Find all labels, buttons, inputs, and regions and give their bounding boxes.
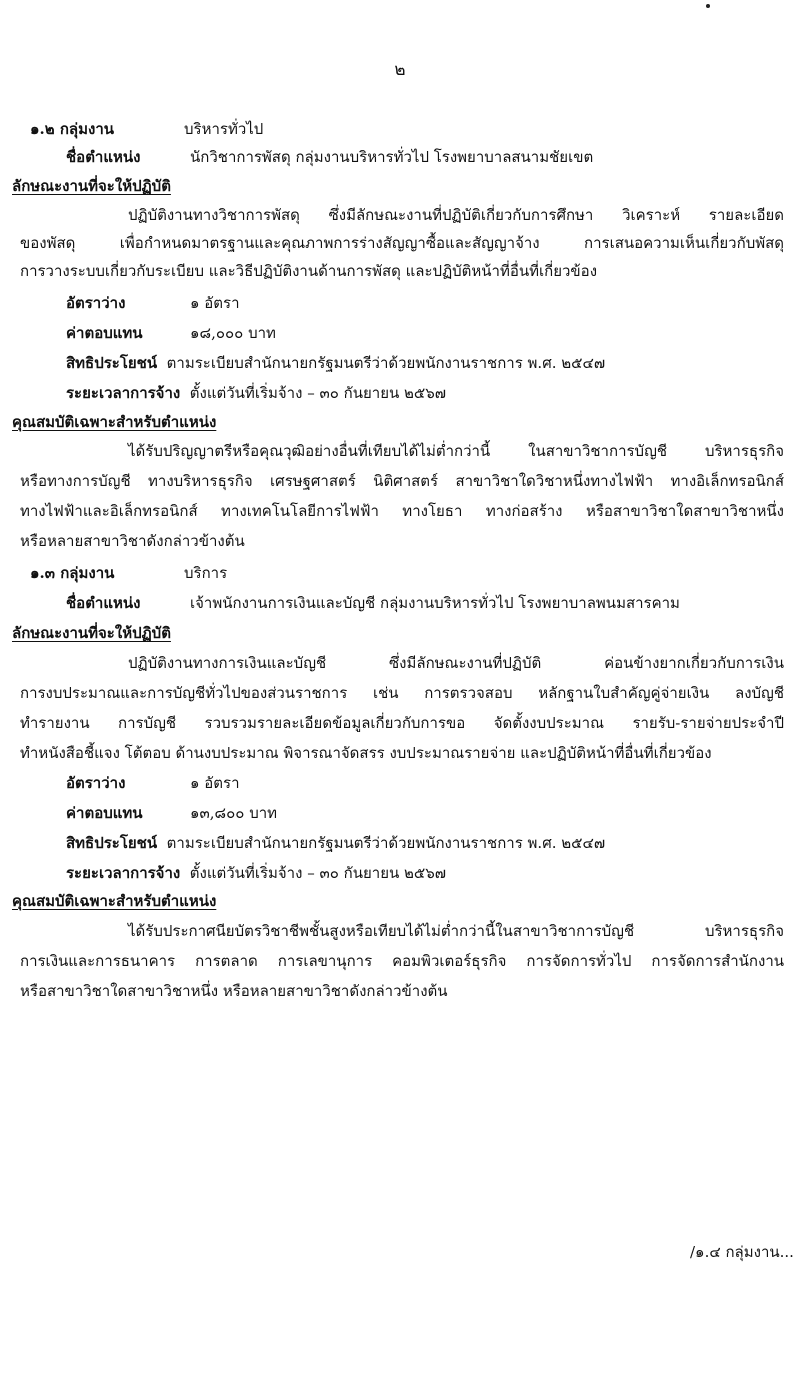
sec12-period-row: [66, 382, 446, 404]
sec13-vacancy-row: [66, 772, 240, 794]
sec13-period-value: ตั้งแต่วันที่เริ่มจ้าง – ๓๐ กันยายน ๒๕๖๗: [189, 864, 447, 882]
sec12-qual-heading: คุณสมบัติเฉพาะสำหรับตำแหน่ง: [12, 413, 217, 431]
sec13-benefit-value: ตามระเบียบสำนักนายกรัฐมนตรีว่าด้วยพนักงานราชการ พ.ศ. ๒๕๔๗: [166, 834, 606, 852]
sec13-group-value: บริการ: [184, 564, 228, 582]
sec12-duty-line: ปฏิบัติงานทางวิชาการพัสดุ ซึ่งมีลักษณะงานที่ปฏิบัติเกี่ยวกับการศึกษา วิเคราะห์ รายละเอียด: [128, 206, 784, 224]
sec13-duty-line: การงบประมาณและการบัญชีทั่วไปของส่วนราชการ เช่น การตรวจสอบ หลักฐานใบสำคัญคู่จ่ายเงิน ลงบัญชี: [20, 684, 784, 702]
sec12-qual-line: ทางไฟฟ้าและอิเล็กทรอนิกส์ ทางเทคโนโลยีการไฟฟ้า ทางโยธา ทางก่อสร้าง หรือสาขาวิชาใดสาขาวิชาหนึ่ง: [20, 502, 784, 520]
sec12-period-value: ตั้งแต่วันที่เริ่มจ้าง – ๓๐ กันยายน ๒๕๖๗: [189, 384, 447, 402]
sec13-group-label: ๑.๓ กลุ่มงาน: [30, 564, 115, 582]
sec13-qual-line: ได้รับประกาศนียบัตรวิชาชีพชั้นสูงหรือเทียบได้ไม่ต่ำกว่านี้ในสาขาวิชาการบัญชี บริหารธุรกิจ: [128, 922, 784, 940]
sec13-position-label: ชื่อตำแหน่ง: [66, 594, 141, 612]
sec12-vacancy-row: [66, 292, 240, 314]
sec13-qual-line: หรือสาขาวิชาใดสาขาวิชาหนึ่ง หรือหลายสาขาวิชาดังกล่าวข้างต้น: [20, 982, 448, 1000]
sec13-qual-line: การเงินและการธนาคาร การตลาด การเลขานุการ คอมพิวเตอร์ธุรกิจ การจัดการทั่วไป การจัดการสำนักงาน: [20, 952, 784, 970]
sec13-qual-heading: คุณสมบัติเฉพาะสำหรับตำแหน่ง: [12, 892, 217, 910]
sec13-benefit-label: สิทธิประโยชน์: [66, 834, 158, 852]
page-number: ๒: [394, 60, 406, 80]
sec13-position-value: เจ้าพนักงานการเงินและบัญชี กลุ่มงานบริหารทั่วไป โรงพยาบาลพนมสารคาม: [190, 594, 680, 612]
sec12-group-value: บริหารทั่วไป: [184, 120, 264, 138]
sec13-position-row: [66, 592, 680, 614]
sec12-qual-line: หรือทางการบัญชี ทางบริหารธุรกิจ เศรษฐศาสตร์ นิติศาสตร์ สาขาวิชาใดวิชาหนึ่งทางไฟฟ้า ทางอิเล็กทรอนิกส์: [20, 472, 784, 490]
sec13-duty-line: ปฏิบัติงานทางการเงินและบัญชี ซึ่งมีลักษณะงานที่ปฏิบัติ ค่อนข้างยากเกี่ยวกับการเงิน: [128, 654, 784, 672]
sec13-salary-row: [66, 802, 277, 824]
sec12-benefit-label: สิทธิประโยชน์: [66, 354, 158, 372]
sec12-group-row: [30, 118, 263, 140]
sec13-duty-heading: ลักษณะงานที่จะให้ปฏิบัติ: [12, 624, 171, 642]
sec13-salary-label: ค่าตอบแทน: [66, 804, 143, 822]
sec12-vacancy-value: ๑ อัตรา: [190, 294, 240, 312]
sec13-vacancy-label: อัตราว่าง: [66, 774, 126, 792]
sec13-benefit-row: [66, 832, 605, 854]
sec12-duty-line: การวางระบบเกี่ยวกับระเบียบ และวิธีปฏิบัติงานด้านการพัสดุ และปฏิบัติหน้าที่อื่นที่เกี่ยวข้อง: [20, 262, 598, 280]
sec13-duty-line: ทำหนังสือชี้แจง โต้ตอบ ด้านงบประมาณ พิจารณาจัดสรร งบประมาณรายจ่าย และปฏิบัติหน้าที่อื่นที่เกี่ยวข้อง: [20, 744, 712, 762]
sec12-salary-label: ค่าตอบแทน: [66, 324, 143, 342]
sec12-qual-line: ได้รับปริญญาตรีหรือคุณวุฒิอย่างอื่นที่เทียบได้ไม่ต่ำกว่านี้ ในสาขาวิชาการบัญชี บริหารธุรกิจ: [128, 442, 784, 460]
sec13-vacancy-value: ๑ อัตรา: [190, 774, 240, 792]
sec12-position-row: [66, 146, 593, 168]
sec12-vacancy-label: อัตราว่าง: [66, 294, 126, 312]
sec13-period-row: [66, 862, 446, 884]
sec12-position-label: ชื่อตำแหน่ง: [66, 148, 141, 166]
speck-mark: [706, 4, 710, 8]
sec13-salary-value: ๑๓,๘๐๐ บาท: [190, 804, 278, 822]
sec12-group-label: ๑.๒ กลุ่มงาน: [30, 120, 115, 138]
sec12-period-label: ระยะเวลาการจ้าง: [66, 384, 181, 402]
sec12-qual-line: หรือหลายสาขาวิชาดังกล่าวข้างต้น: [20, 532, 245, 550]
sec12-salary-value: ๑๘,๐๐๐ บาท: [190, 324, 276, 342]
sec13-period-label: ระยะเวลาการจ้าง: [66, 864, 181, 882]
continuation-marker: /๑.๔ กลุ่มงาน...: [690, 1243, 794, 1261]
sec12-benefit-row: [66, 352, 605, 374]
sec12-duty-heading: ลักษณะงานที่จะให้ปฏิบัติ: [12, 177, 171, 195]
sec12-duty-line: ของพัสดุ เพื่อกำหนดมาตรฐานและคุณภาพการร่างสัญญาซื้อและสัญญาจ้าง การเสนอความเห็นเกี่ยวกับพัสดุ: [20, 234, 784, 252]
sec12-salary-row: [66, 322, 276, 344]
sec12-position-value: นักวิชาการพัสดุ กลุ่มงานบริหารทั่วไป โรงพยาบาลสนามชัยเขต: [190, 148, 594, 166]
sec13-group-row: [30, 562, 227, 584]
sec13-duty-line: ทำรายงาน การบัญชี รวบรวมรายละเอียดข้อมูลเกี่ยวกับการขอ จัดตั้งงบประมาณ รายรับ-รายจ่ายประจำปี: [20, 714, 784, 732]
sec12-benefit-value: ตามระเบียบสำนักนายกรัฐมนตรีว่าด้วยพนักงานราชการ พ.ศ. ๒๕๔๗: [166, 354, 606, 372]
